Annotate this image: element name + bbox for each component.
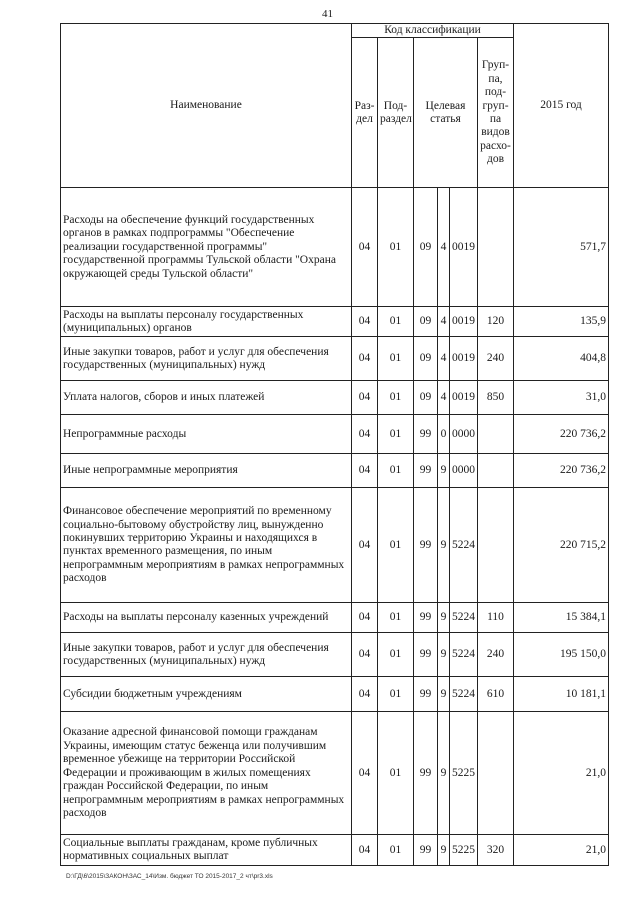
row-name: Непрограммные расходы	[61, 415, 352, 454]
row-target-part2: 4	[438, 307, 450, 337]
row-target-part1: 09	[414, 381, 438, 415]
row-razdel: 04	[352, 712, 378, 835]
row-podrazdel: 01	[378, 188, 414, 307]
row-target-part1: 99	[414, 712, 438, 835]
header-razdel: Раз-дел	[352, 38, 378, 188]
row-razdel: 04	[352, 188, 378, 307]
row-expense-group	[478, 488, 514, 603]
row-target-part3: 5224	[450, 633, 478, 677]
row-target-part3: 0019	[450, 337, 478, 381]
row-razdel: 04	[352, 677, 378, 712]
row-podrazdel: 01	[378, 712, 414, 835]
table-row	[61, 603, 609, 633]
header-target-article: Целевая статья	[414, 38, 478, 188]
row-target-part3: 5225	[450, 835, 478, 866]
row-name: Иные закупки товаров, работ и услуг для обеспечения государственных (муниципальных) нужд	[61, 337, 352, 381]
row-expense-group: 240	[478, 633, 514, 677]
table-row	[61, 454, 609, 488]
row-target-part1: 99	[414, 633, 438, 677]
row-razdel: 04	[352, 633, 378, 677]
row-name: Социальные выплаты гражданам, кроме публичных нормативных социальных выплат	[61, 835, 352, 866]
table-row	[61, 488, 609, 603]
row-target-part2: 9	[438, 454, 450, 488]
file-path-footer: D:\ГД\6\2015\ЗАКОН\ЗАС_14\Изм. бюджет ТО 2015-2017_2 чт\pr3.xls	[66, 873, 273, 880]
row-target-part2: 9	[438, 835, 450, 866]
row-target-part3: 5224	[450, 488, 478, 603]
row-target-part3: 5224	[450, 603, 478, 633]
row-name: Иные непрограммные мероприятия	[61, 454, 352, 488]
row-name: Расходы на выплаты персоналу казенных учреждений	[61, 603, 352, 633]
row-target-part2: 9	[438, 677, 450, 712]
row-target-part3: 0000	[450, 454, 478, 488]
row-podrazdel: 01	[378, 337, 414, 381]
row-podrazdel: 01	[378, 381, 414, 415]
header-podrazdel: Под-раздел	[378, 38, 414, 188]
table-row	[61, 337, 609, 381]
row-target-part3: 5224	[450, 677, 478, 712]
row-amount: 15 384,1	[514, 603, 609, 633]
row-amount: 220 736,2	[514, 415, 609, 454]
row-expense-group	[478, 415, 514, 454]
row-amount: 195 150,0	[514, 633, 609, 677]
row-razdel: 04	[352, 454, 378, 488]
header-expense-group: Груп-па, под-груп-па видов расхо-дов	[478, 38, 514, 188]
row-target-part1: 09	[414, 307, 438, 337]
row-podrazdel: 01	[378, 415, 414, 454]
row-target-part3: 0019	[450, 381, 478, 415]
row-name: Иные закупки товаров, работ и услуг для обеспечения государственных (муниципальных) нужд	[61, 633, 352, 677]
row-target-part2: 9	[438, 488, 450, 603]
table-row	[61, 415, 609, 454]
row-expense-group: 110	[478, 603, 514, 633]
row-razdel: 04	[352, 488, 378, 603]
row-razdel: 04	[352, 307, 378, 337]
header-classification: Код классификации	[352, 24, 514, 38]
row-razdel: 04	[352, 603, 378, 633]
row-podrazdel: 01	[378, 603, 414, 633]
row-amount: 31,0	[514, 381, 609, 415]
budget-table	[60, 23, 609, 866]
row-expense-group: 610	[478, 677, 514, 712]
row-target-part1: 99	[414, 677, 438, 712]
row-target-part1: 99	[414, 603, 438, 633]
row-amount: 21,0	[514, 712, 609, 835]
table-row	[61, 307, 609, 337]
row-expense-group: 320	[478, 835, 514, 866]
row-podrazdel: 01	[378, 307, 414, 337]
row-target-part1: 09	[414, 188, 438, 307]
row-podrazdel: 01	[378, 835, 414, 866]
row-razdel: 04	[352, 381, 378, 415]
row-name: Оказание адресной финансовой помощи гражданам Украины, имеющим статус беженца или получившим временное убежище на территории Российской Федерации и проживающим в жилых помещениях граждан Российской Федерации, по иным непрограммным мероприятиям в рамках непрограммных расходов	[61, 712, 352, 835]
row-expense-group	[478, 188, 514, 307]
header-name: Наименование	[61, 24, 352, 188]
row-podrazdel: 01	[378, 454, 414, 488]
row-target-part2: 9	[438, 633, 450, 677]
page-number: 41	[322, 8, 333, 20]
row-amount: 220 715,2	[514, 488, 609, 603]
row-target-part2: 0	[438, 415, 450, 454]
row-target-part1: 99	[414, 415, 438, 454]
row-target-part3: 5225	[450, 712, 478, 835]
row-target-part1: 99	[414, 488, 438, 603]
row-expense-group	[478, 454, 514, 488]
row-name: Субсидии бюджетным учреждениям	[61, 677, 352, 712]
row-target-part1: 99	[414, 835, 438, 866]
row-name: Расходы на выплаты персоналу государственных (муниципальных) органов	[61, 307, 352, 337]
row-razdel: 04	[352, 835, 378, 866]
row-target-part3: 0000	[450, 415, 478, 454]
row-podrazdel: 01	[378, 677, 414, 712]
row-target-part3: 0019	[450, 188, 478, 307]
row-podrazdel: 01	[378, 488, 414, 603]
table-row	[61, 677, 609, 712]
row-target-part3: 0019	[450, 307, 478, 337]
row-name: Уплата налогов, сборов и иных платежей	[61, 381, 352, 415]
table-row	[61, 712, 609, 835]
row-amount: 220 736,2	[514, 454, 609, 488]
row-name: Расходы на обеспечение функций государственных органов в рамках подпрограммы "Обеспечение реализации государственной программы" государственной программы Тульской области "Охрана окружающей среды Тульской области"	[61, 188, 352, 307]
row-amount: 10 181,1	[514, 677, 609, 712]
header-year: 2015 год	[514, 24, 609, 188]
row-expense-group	[478, 712, 514, 835]
row-amount: 571,7	[514, 188, 609, 307]
row-target-part2: 4	[438, 381, 450, 415]
row-amount: 135,9	[514, 307, 609, 337]
row-target-part2: 9	[438, 712, 450, 835]
row-amount: 404,8	[514, 337, 609, 381]
row-expense-group: 240	[478, 337, 514, 381]
row-target-part1: 09	[414, 337, 438, 381]
row-razdel: 04	[352, 337, 378, 381]
row-razdel: 04	[352, 415, 378, 454]
row-podrazdel: 01	[378, 633, 414, 677]
table-row	[61, 188, 609, 307]
row-target-part1: 99	[414, 454, 438, 488]
row-target-part2: 9	[438, 603, 450, 633]
row-expense-group: 850	[478, 381, 514, 415]
table-row	[61, 381, 609, 415]
row-name: Финансовое обеспечение мероприятий по временному социально-бытовому обустройству лиц, вынужденно покинувших территорию Украины и находящихся в пунктах временного размещения, по иным непрограммным мероприятиям в рамках непрограммных расходов	[61, 488, 352, 603]
table-row	[61, 835, 609, 866]
row-expense-group: 120	[478, 307, 514, 337]
row-amount: 21,0	[514, 835, 609, 866]
row-target-part2: 4	[438, 337, 450, 381]
table-row	[61, 633, 609, 677]
row-target-part2: 4	[438, 188, 450, 307]
